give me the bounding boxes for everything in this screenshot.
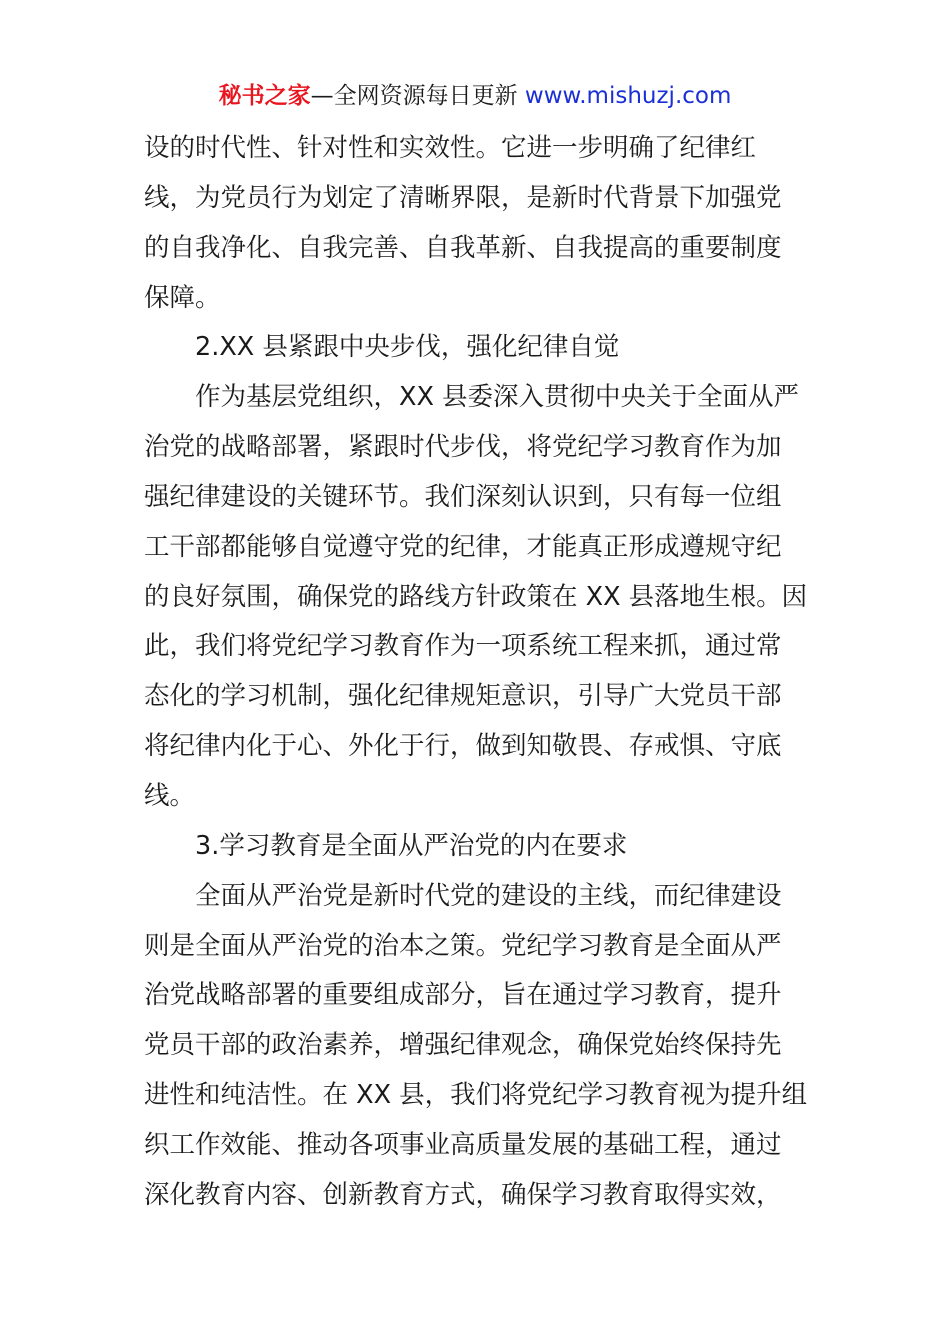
text-line: 则是全面从严治党的治本之策。党纪学习教育是全面从严 (144, 930, 782, 961)
text-line: 党员干部的政治素养，增强纪律观念，确保党始终保持先 (144, 1030, 782, 1061)
text-line: 进性和纯洁性。在 XX 县，我们将党纪学习教育视为提升组 (144, 1080, 808, 1111)
section-heading-3: 3.学习教育是全面从严治党的内在要求 (195, 830, 628, 861)
text-line: 线。 (144, 780, 196, 811)
document-body (144, 124, 808, 1221)
text-line: 设的时代性、针对性和实效性。它进一步明确了纪律红 (144, 133, 757, 163)
site-brand: 秘书之家 (218, 83, 311, 109)
text-line: 此，我们将党纪学习教育作为一项系统工程来抓，通过常 (144, 631, 782, 662)
page-header (0, 80, 950, 112)
site-tagline: —全网资源每日更新 (310, 83, 525, 109)
text-line: 织工作效能、推动各项事业高质量发展的基础工程，通过 (144, 1129, 782, 1160)
text-line: 治党战略部署的重要组成部分，旨在通过学习教育，提升 (144, 980, 782, 1011)
text-line: 全面从严治党是新时代党的建设的主线，而纪律建设 (195, 880, 782, 911)
text-line: 态化的学习机制，强化纪律规矩意识，引导广大党员干部 (144, 681, 782, 712)
text-line: 保障。 (144, 282, 221, 313)
site-url-link[interactable]: www.mishuzj.com (524, 83, 732, 109)
text-line: 将纪律内化于心、外化于行，做到知敬畏、存戒惧、守底 (144, 731, 782, 762)
text-line: 深化教育内容、创新教育方式，确保学习教育取得实效， (144, 1179, 782, 1210)
text-line: 线，为党员行为划定了清晰界限，是新时代背景下加强党 (144, 182, 782, 213)
text-line: 作为基层党组织，XX 县委深入贯彻中央关于全面从严 (195, 382, 800, 413)
text-line: 工干部都能够自觉遵守党的纪律，才能真正形成遵规守纪 (144, 531, 782, 562)
section-heading-2: 2.XX 县紧跟中央步伐，强化纪律自觉 (195, 332, 620, 363)
text-line: 的良好氛围，确保党的路线方针政策在 XX 县落地生根。因 (144, 581, 808, 612)
text-line: 治党的战略部署，紧跟时代步伐，将党纪学习教育作为加 (144, 432, 782, 463)
text-line: 的自我净化、自我完善、自我革新、自我提高的重要制度 (144, 232, 782, 263)
text-line: 强纪律建设的关键环节。我们深刻认识到，只有每一位组 (144, 481, 782, 512)
